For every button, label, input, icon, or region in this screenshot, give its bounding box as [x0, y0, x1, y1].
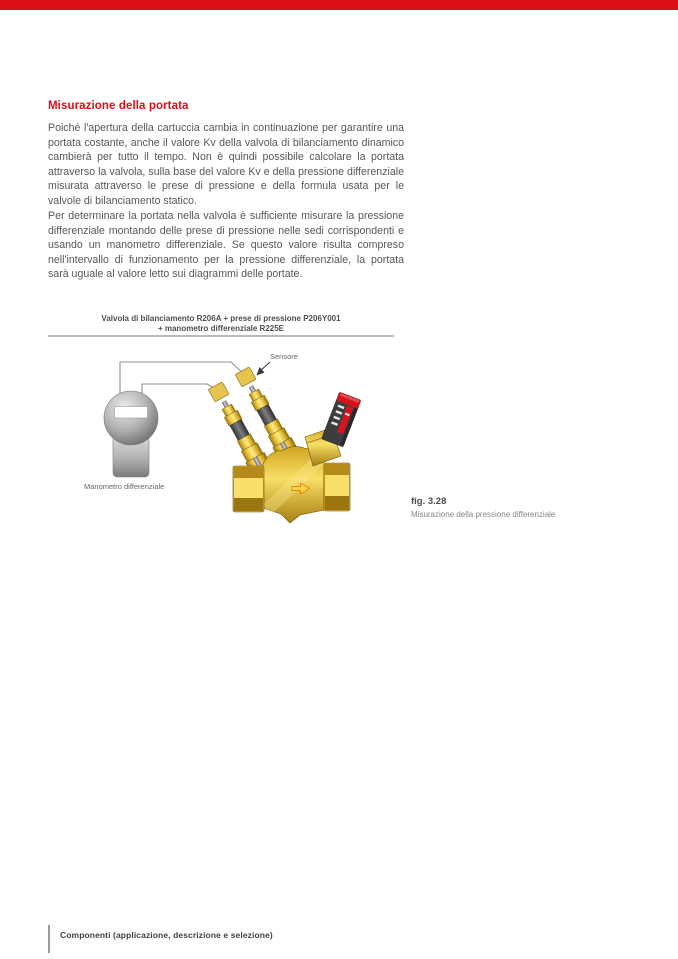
- footer-text: Componenti (applicazione, descrizione e selezione): [60, 930, 273, 940]
- figure-divider: [48, 335, 394, 337]
- header-bar: [0, 0, 678, 10]
- figure-illustration: [48, 345, 404, 545]
- figure-caption-text: Misurazione della pressione differenziale: [411, 510, 556, 519]
- sensor-block: [208, 382, 229, 402]
- figure-number: fig. 3.28: [411, 496, 447, 507]
- valve-left-hex: [233, 466, 264, 512]
- valve-setting-indicator: [322, 392, 361, 447]
- figure-caption: [411, 496, 591, 519]
- sensor-label: Sensore: [270, 352, 298, 361]
- footer-divider: [48, 925, 50, 953]
- body-paragraph: Poiché l'apertura della cartuccia cambia in continuazione per garantire una portata costante, anche il valore Kv della valvola di bilanciamento dinamico cambierà per tutto il tempo. Non è quindi possibile calcolare la portata attraverso la valvola, sulla base del valore Kv e della pressione differenziale misurata attraverso le prese di pressione e della formula usata per le valvole di bilanciamento statico.: [48, 122, 404, 207]
- body-paragraph: Per determinare la portata nella valvola è sufficiente misurare la pressione differenziale montando delle prese di pressione nelle sedi corrispondenti e usando un manometro differenziale. Se questo valore risulta compreso nell'intervallo di funzionamento per la pressione differenziale, la portata sarà uguale al valore letto sui diagrammi delle portate.: [48, 210, 404, 280]
- manometer-label: Manometro differenziale: [84, 482, 165, 491]
- figure-title-line2: + manometro differenziale R225E: [157, 323, 285, 333]
- sensor-pointer-arrow-icon: [257, 362, 271, 376]
- valve-diagram: [48, 345, 404, 545]
- figure-title-line1: Valvola di bilanciamento R206A + prese di pressione P206Y001: [101, 314, 341, 323]
- differential-manometer: [104, 391, 158, 477]
- valve-right-hex: [324, 463, 350, 511]
- manometer-display: [115, 407, 148, 419]
- figure-title: [48, 314, 394, 333]
- section-heading: Misurazione della portata: [48, 100, 189, 112]
- sensor-block: [235, 367, 256, 387]
